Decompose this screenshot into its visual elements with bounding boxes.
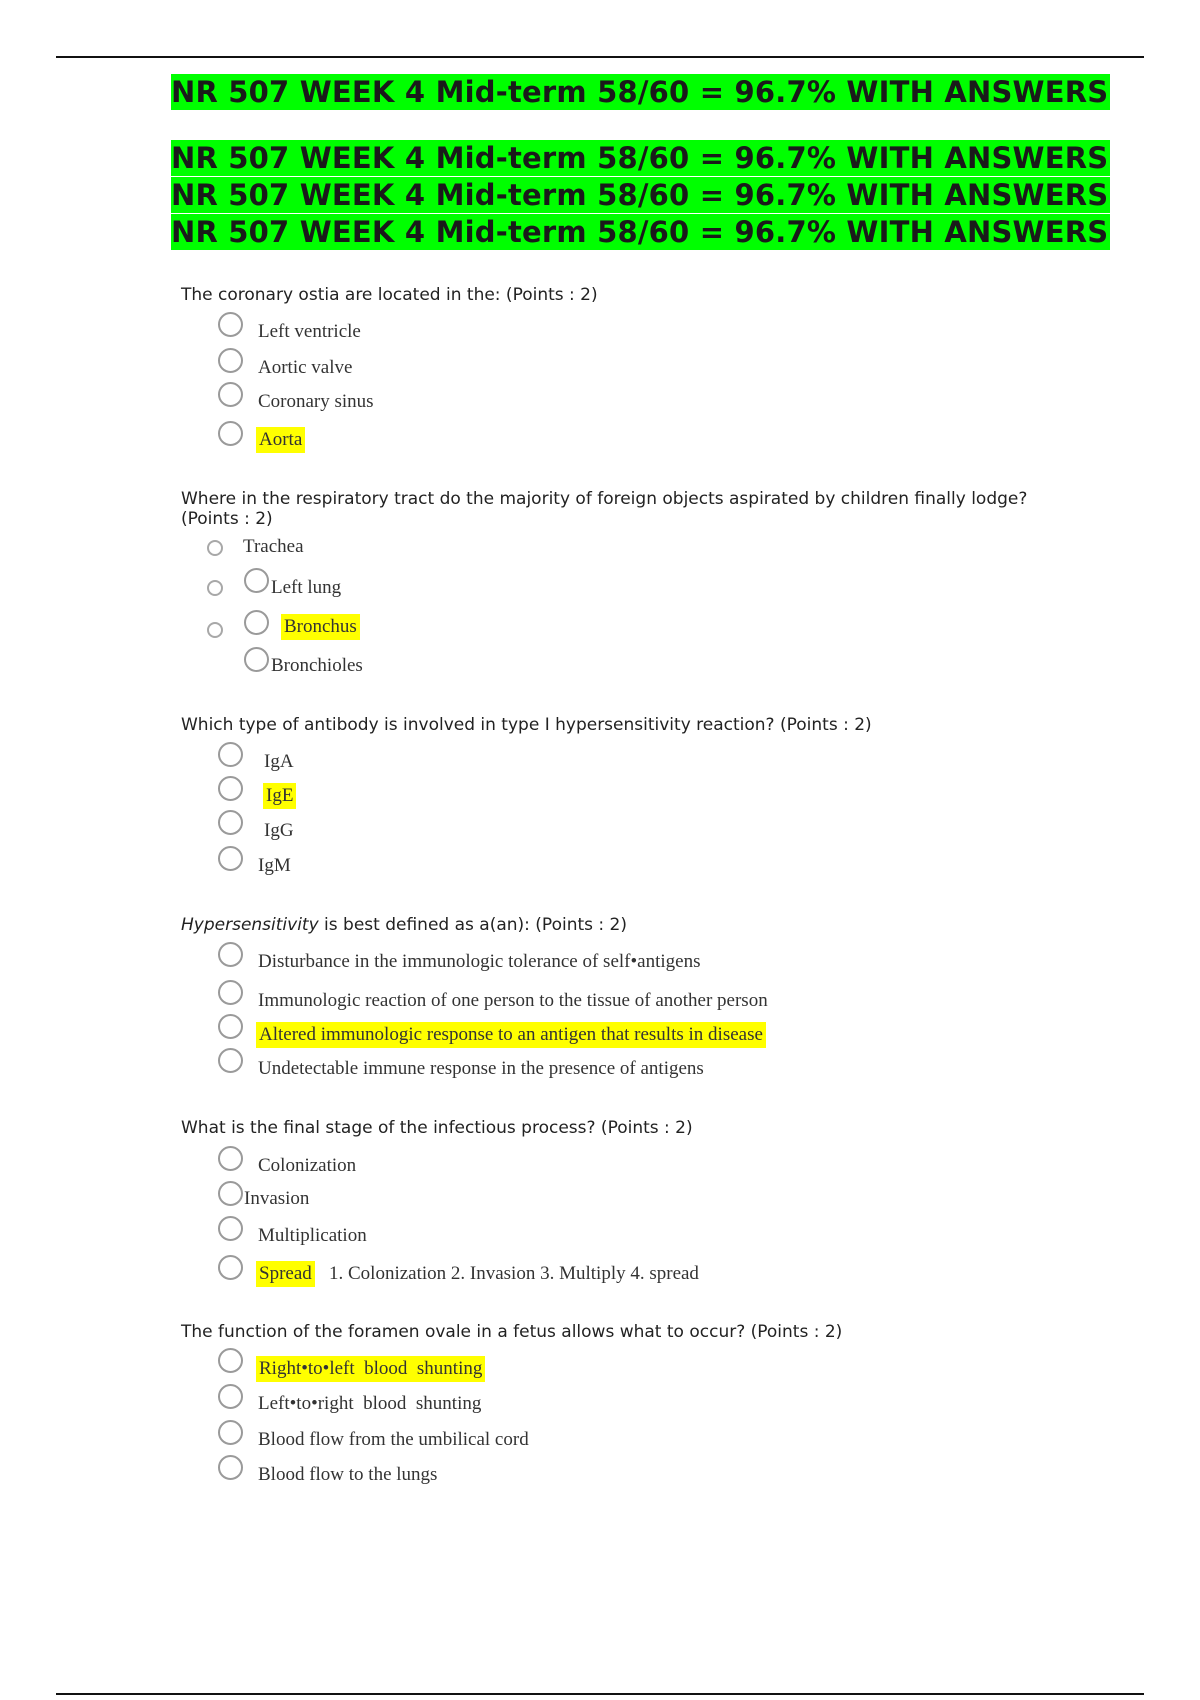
question-4-text — [181, 915, 1041, 935]
radio-button[interactable] — [244, 568, 269, 593]
document-title-repeat: NR 507 WEEK 4 Mid-term 58/60 = 96.7% WITH ANSWERS — [171, 215, 1109, 249]
question-4-text-rest: is best defined as a(an): (Points : 2) — [318, 915, 627, 935]
option-label: Bronchioles — [271, 655, 363, 676]
option-label: IgG — [264, 820, 294, 841]
bottom-rule — [56, 1693, 1144, 1695]
radio-button[interactable] — [218, 1146, 243, 1171]
radio-button[interactable] — [218, 1014, 243, 1039]
option-label: Undetectable immune response in the presence of antigens — [258, 1058, 704, 1079]
radio-button[interactable] — [218, 1420, 243, 1445]
question-4-italic-term: Hypersensitivity — [181, 915, 319, 935]
option-label: Blood flow from the umbilical cord — [258, 1429, 529, 1450]
option-label: Left•to•right blood shunting — [258, 1393, 482, 1414]
radio-button[interactable] — [218, 810, 243, 835]
question-6-text: The function of the foramen ovale in a fetus allows what to occur? (Points : 2) — [181, 1322, 843, 1342]
radio-button[interactable] — [218, 312, 243, 337]
radio-button[interactable] — [218, 776, 243, 801]
option-label: Aortic valve — [258, 357, 353, 378]
stage-order-note: 1. Colonization 2. Invasion 3. Multiply 4. spread — [329, 1263, 699, 1284]
option-label: Trachea — [243, 536, 304, 557]
document-title: NR 507 WEEK 4 Mid-term 58/60 = 96.7% WITH ANSWERS — [171, 75, 1109, 109]
question-5-text: What is the final stage of the infectious process? (Points : 2) — [181, 1118, 693, 1138]
radio-button[interactable] — [218, 1455, 243, 1480]
correct-answer-label: Bronchus — [281, 614, 360, 640]
correct-answer-label: Altered immunologic response to an antigen that results in disease — [256, 1022, 766, 1048]
option-label: Coronary sinus — [258, 391, 374, 412]
radio-button[interactable] — [244, 647, 269, 672]
correct-answer-label: Spread — [256, 1261, 315, 1287]
radio-button[interactable] — [218, 846, 243, 871]
question-3-text: Which type of antibody is involved in type I hypersensitivity reaction? (Points : 2) — [181, 715, 872, 735]
question-1-text: The coronary ostia are located in the: (Points : 2) — [181, 285, 598, 305]
radio-button[interactable] — [218, 348, 243, 373]
option-label: IgM — [258, 855, 291, 876]
radio-button[interactable] — [244, 610, 269, 635]
option-label: Immunologic reaction of one person to the tissue of another person — [258, 990, 768, 1011]
radio-button[interactable] — [218, 1181, 243, 1206]
option-label: IgA — [264, 751, 294, 772]
question-2-text: Where in the respiratory tract do the majority of foreign objects aspirated by children finally lodge? (Points : 2) — [181, 489, 1028, 529]
correct-answer-label: IgE — [263, 783, 296, 809]
radio-button[interactable] — [218, 1348, 243, 1373]
radio-button[interactable] — [218, 421, 243, 446]
radio-button[interactable] — [207, 580, 223, 596]
radio-button[interactable] — [218, 942, 243, 967]
correct-answer-label: Right•to•left blood shunting — [256, 1356, 485, 1382]
option-label: Left lung — [271, 577, 342, 598]
radio-button[interactable] — [218, 1255, 243, 1280]
correct-answer-label: Aorta — [256, 427, 305, 453]
radio-button[interactable] — [218, 382, 243, 407]
radio-button[interactable] — [207, 622, 223, 638]
document-title-repeat: NR 507 WEEK 4 Mid-term 58/60 = 96.7% WITH ANSWERS — [171, 141, 1109, 175]
option-label: Disturbance in the immunologic tolerance of self•antigens — [258, 951, 701, 972]
option-label: Invasion — [244, 1188, 310, 1209]
option-label: Multiplication — [258, 1225, 367, 1246]
radio-button[interactable] — [218, 1048, 243, 1073]
option-label: Colonization — [258, 1155, 357, 1176]
radio-button[interactable] — [218, 980, 243, 1005]
radio-button[interactable] — [218, 1384, 243, 1409]
option-label: Blood flow to the lungs — [258, 1464, 438, 1485]
radio-button[interactable] — [218, 1216, 243, 1241]
radio-button[interactable] — [207, 540, 223, 556]
document-title-repeat: NR 507 WEEK 4 Mid-term 58/60 = 96.7% WITH ANSWERS — [171, 178, 1109, 212]
top-rule — [56, 56, 1144, 58]
radio-button[interactable] — [218, 742, 243, 767]
option-label: Left ventricle — [258, 321, 361, 342]
